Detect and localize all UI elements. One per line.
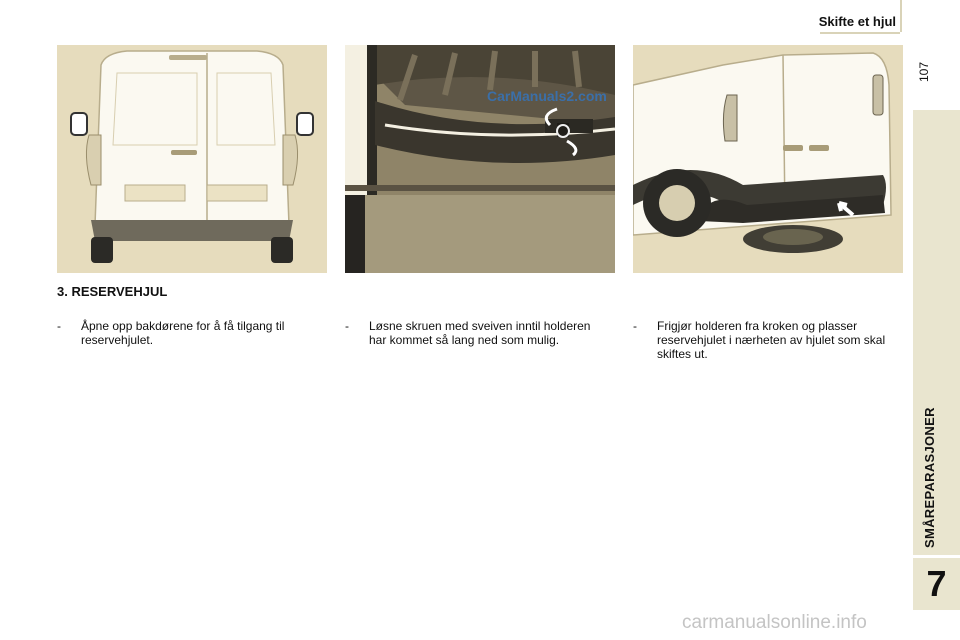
instruction-step	[633, 319, 905, 361]
step-text: Frigjør holderen fra kroken og plasser reservehjulet i nærheten av hjulet som skal skiftes ut.	[657, 319, 886, 361]
header-divider	[820, 32, 900, 34]
chapter-side-tab-label: SMÅREPARASJONER	[922, 407, 937, 548]
page-number: 107	[917, 61, 931, 82]
instruction-step	[345, 319, 605, 347]
step-dash: -	[345, 319, 349, 333]
figure-watermark: CarManuals2.com	[487, 88, 607, 104]
step-dash: -	[633, 319, 637, 333]
instruction-step	[57, 319, 317, 347]
figure-van-rear-doors	[57, 45, 327, 273]
step-dash: -	[57, 319, 61, 333]
figure-spare-wheel-screw	[345, 45, 615, 273]
footer-watermark: carmanualsonline.info	[682, 612, 867, 633]
page-header-title: Skifte et hjul	[818, 14, 896, 29]
figure-spare-wheel-released	[633, 45, 903, 273]
step-text: Åpne opp bakdørene for å få tilgang til reservehjulet.	[81, 319, 285, 347]
section-heading: 3. RESERVEHJUL	[57, 284, 168, 299]
chapter-number: 7	[913, 558, 960, 610]
step-text: Løsne skruen med sveiven inntil holderen har kommet så lang ned som mulig.	[369, 319, 591, 347]
header-vertical-divider	[900, 0, 902, 32]
